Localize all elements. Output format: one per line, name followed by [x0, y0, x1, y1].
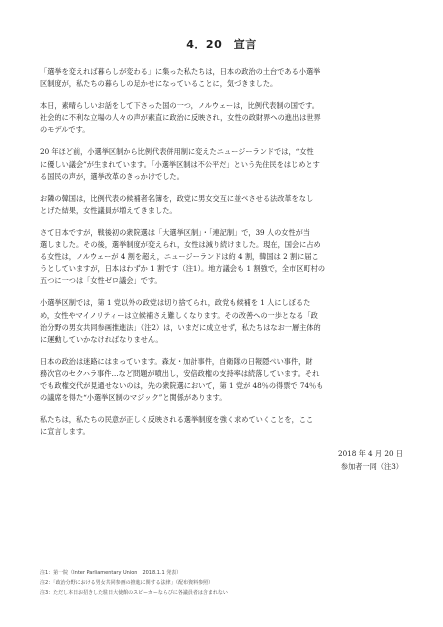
paragraph-line: 五つに一つは「女性ゼロ議会」です。: [40, 276, 162, 286]
paragraph-line: 20 年ほど前，小選挙区制から比例代表併用制に変えたニュージーランドでは，“女性: [40, 147, 314, 157]
paragraph-line: お隣の韓国は，比例代表の候補者名簿を，政党に男女交互に並べさせる法改革をなし: [40, 193, 314, 203]
paragraph: [40, 66, 403, 90]
footnotes: [40, 568, 403, 598]
footnote: 注2：「政治分野における男女共同参画の推進に関する法律」（配布資料参照）: [40, 580, 214, 586]
paragraph-line: め，女性やマイノリティーは立候補さえ難しくなります。その改善への一歩となる「政: [40, 310, 318, 320]
document-title: 4．20 宣言: [186, 38, 257, 51]
paragraph-line: さて日本ですが，戦後初の衆院選は「大選挙区制」・「連記制」で，39 人の女性が当: [40, 227, 311, 237]
declaration-date: 2018 年 4 月 20 日: [338, 449, 403, 459]
declaration-body: [40, 66, 403, 438]
paragraph-line: 社会的に不利な立場の人々の声が素直に政治に反映され，女性の政財界への進出は世界: [40, 113, 321, 123]
paragraph-line: 選しました。その後，選挙制度が変えられ，女性は減り続けました。現在，国会に占め: [40, 240, 321, 250]
paragraph: [40, 414, 403, 438]
paragraph-line: 「選挙を変えれば暮らしが変わる」に集った私たちは，日本の政治の土台である小選挙: [40, 67, 321, 76]
paragraph-line: 本日，素晴らしいお話をして下さった国の一つ，ノルウェーは，比例代表制の国です。: [40, 101, 319, 111]
paragraph-line: 小選挙区制では，第 1 党以外の政党は切り捨てられ，政党も候補を 1 人にしぼるた: [40, 298, 311, 308]
paragraph-line: 日本の政治は迷路にはまっています。森友・加計事件，自衛隊の日報隠ぺい事件，財: [40, 356, 313, 366]
paragraph-line: に優しい議会”が生まれています。「小選挙区制は不公平だ」という先住民をはじめとす: [40, 159, 320, 169]
paragraph: [40, 356, 403, 404]
paragraph-line: る国民の声が，選挙改革のきっかけでした。: [40, 171, 184, 181]
paragraph-line: に運動していかなければなりません。: [40, 334, 163, 344]
paragraph-line: に宣言します。: [40, 427, 90, 437]
footnote: 注3：ただし本日お招きした駐日大使館のスピーカーならびに各議員者は含まれない: [40, 590, 228, 596]
paragraph-line: うとしていますが，日本はわずか 1 割です（注1）。地方議会も 1 割強で，全市区町村の: [40, 264, 326, 274]
closing-block: [40, 448, 403, 473]
paragraph: [40, 227, 403, 287]
footnote: 注1：第一院（Inter Parliamentary Union 2018.1.1 発表）: [40, 570, 182, 576]
paragraph-line: る女性は，ノルウェーが 4 割を超え，ニュージーランドは約 4 割，韓国は 2 割に届こ: [40, 252, 319, 262]
paragraph: [40, 193, 403, 217]
paragraph-line: 務次官のセクハラ事件…など問題が噴出し，安倍政権の支持率は続落しています。それ: [40, 368, 320, 378]
paragraph: [40, 146, 403, 182]
paragraph-line: でも政権交代が見通せないのは，先の衆院選において，第 1 党が 48％の得票で 74％も: [40, 380, 324, 390]
paragraph-line: の議席を得た“小選挙区制のマジック”と関係があります。: [40, 393, 227, 403]
paragraph-line: とげた結果，女性議員が増えてきました。: [40, 205, 177, 215]
paragraph-line: 区制度が，私たちの暮らしの足かせになっていることに，気づきました。: [40, 79, 278, 89]
paragraph-line: 私たちは，私たちの民意が正しく反映される選挙制度を強く求めていくことを，ここ: [40, 415, 314, 425]
paragraph: [40, 297, 403, 345]
paragraph-line: のモデルです。: [40, 125, 90, 135]
signatory: 参加者一同（注3）: [340, 461, 403, 471]
paragraph: [40, 100, 403, 136]
paragraph-line: 治分野の男女共同参画推進法」（注2）は，いまだに成立せず，私たちはなお一層主体的: [40, 322, 321, 332]
